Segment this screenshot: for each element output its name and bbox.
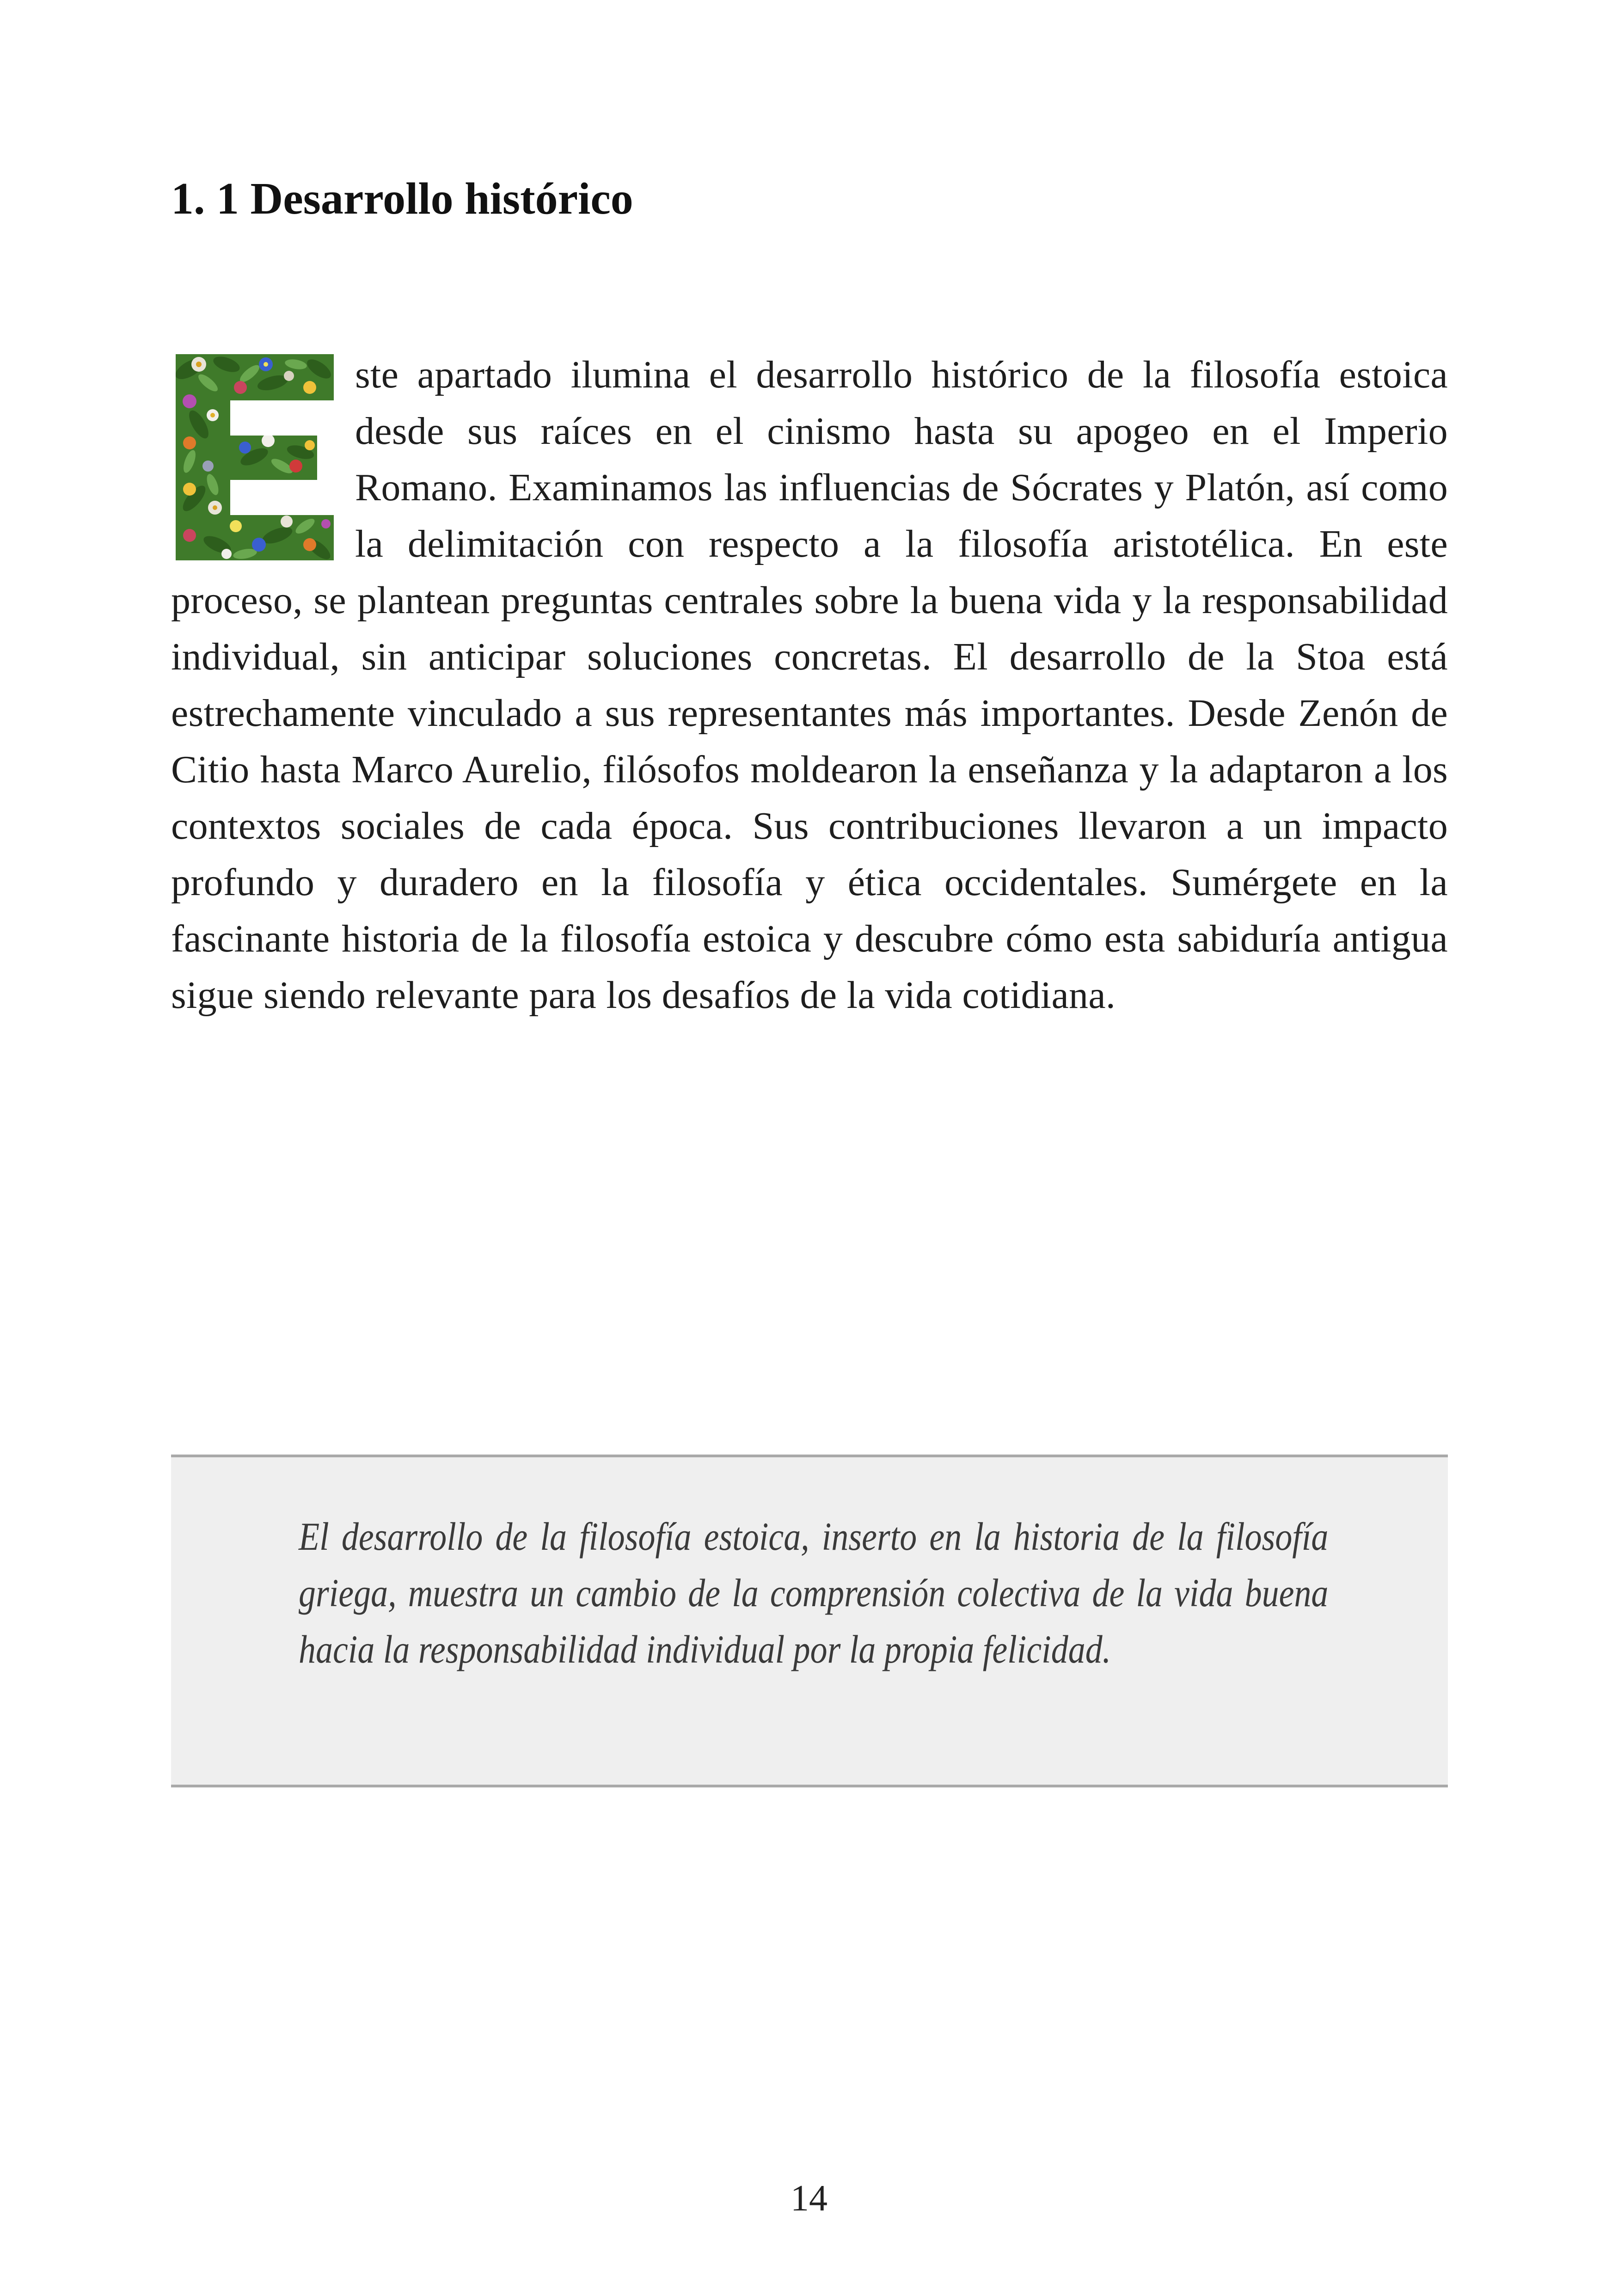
intro-paragraph [171, 347, 1448, 1024]
section-heading: 1. 1 Desarrollo histórico [171, 174, 633, 224]
page-number: 14 [791, 2178, 827, 2219]
intro-text: ste apartado ilumina el desarrollo histórico de la filosofía estoica desde sus raíces en el cinismo hasta su apogeo en el Imperio Romano. Examinamos las influencias de Sócrates y Platón, así como la delimitación con respecto a la filosofía aristotélica. En este proceso, se plantean preguntas centrales sobre la buena vida y la responsabilidad individual, sin anticipar soluciones concretas. El desarrollo de la Stoa está estrechamente vinculado a sus representantes más importantes. Desde Zenón de Citio hasta Marco Aurelio, filósofos moldearon la enseñanza y la adaptaron a los contextos sociales de cada época. Sus contribuciones llevaron a un impacto profundo y duradero en la filosofía y ética occidentales. Sumérgete en la fascinante historia de la filosofía estoica y descubre cómo esta sabiduría antigua sigue siendo relevante para los desafíos de la vida cotidiana. [171, 353, 1448, 1017]
highlight-quote-box [171, 1455, 1448, 1787]
highlight-quote-text: El desarrollo de la filosofía estoica, inserto en la historia de la filosofía griega, muestra un cambio de la comprensión colectiva de la vida buena hacia la responsabilidad individual por la propia felicidad. [299, 1514, 1329, 1671]
floral-dropcap-e-image [171, 350, 337, 564]
